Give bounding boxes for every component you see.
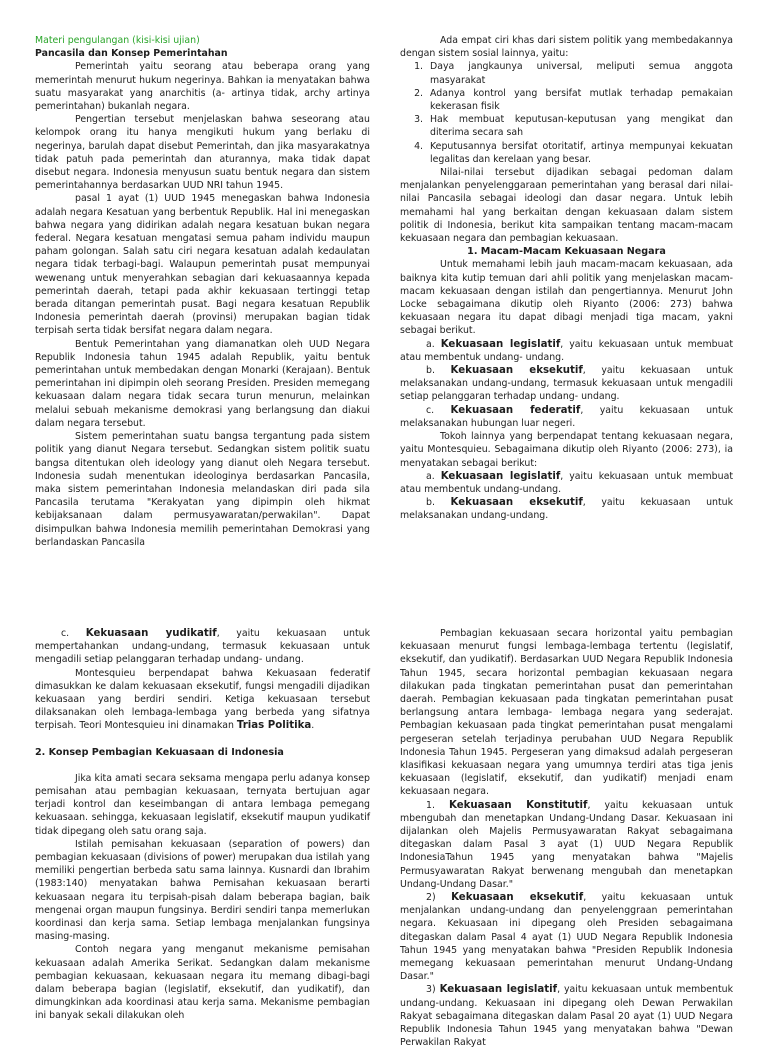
list-item: c. Kekuasaan federatif, yaitu kekuasaan untuk melaksanakan hubungan luar negeri. — [400, 404, 733, 429]
paragraph: Nilai-nilai tersebut dijadikan sebagai pedoman dalam menjalankan penyelenggaraan pemerintahan yang berasal dari nilai-nilai Pancasila sebagai ideologi dan dasar negara. Untuk lebih memahami hal yang berkaitan dengan kekuasaan dalam sistem politik di Indonesia, berikut kita sampaikan tentang macam-macam kekuasaan negara dan pembagian kekuasaan. — [400, 167, 733, 245]
list-item: 3) Kekuasaan legislatif, yaitu kekuasaan untuk membentuk undang-undang. Kekuasaan ini dipegang oleh Dewan Perwakilan Rakyat sebagaimana ditegaskan dalam Pasal 20 ayat (1) UUD Negara Republik Indonesia Tahun 1945 yang menyatakan bahwa "Dewan Perwakilan Rakyat — [400, 984, 733, 1049]
paragraph: Pemerintah yaitu seorang atau beberapa orang yang memerintah menurut hukum negerinya. Bahkan ia menyatakan bahwa suatu masyarakat yang anarchitis (a- artinya tidak, archy artinya pemerintahan) bukanlah negara. — [35, 61, 370, 113]
list-item: b. Kekuasaan eksekutif, yaitu kekuasaan untuk melaksanakan undang-undang. — [400, 497, 733, 522]
list-item: b. Kekuasaan eksekutif, yaitu kekuasaan untuk melaksanakan undang-undang, termasuk kekuasaan untuk mengadili setiap pelanggaran terhadap undang- undang. — [400, 365, 733, 403]
paragraph: Montesquieu berpendapat bahwa Kekuasaan federatif dimasukkan ke dalam kekuasaan eksekutif, fungsi mengadili dijadikan kekuasaan yang berdiri sendiri. Ketiga kekuasaan tersebut dilaksanakan oleh lembaga-lembaga yang berbeda yang sifatnya terpisah. Teori Montesquieu ini dinamakan Trias Politika. — [35, 667, 370, 732]
section-heading: 2. Konsep Pembagian Kekuasaan di Indonesia — [35, 746, 284, 758]
list-item: 2. Adanya kontrol yang bersifat mutlak terhadap pemakaian kekerasan fisik — [426, 87, 733, 113]
document-title: Pancasila dan Konsep Pemerintahan — [35, 48, 228, 60]
paragraph: Ada empat ciri khas dari sistem politik yang membedakannya dengan sistem sosial lainnya, yaitu: — [400, 35, 733, 60]
paragraph: Pembagian kekuasaan secara horizontal yaitu pembagian kekuasaan menurut fungsi lembaga-lembaga tertentu (legislatif, eksekutif, dan yudikatif). Berdasarkan UUD Negara Republik Indonesia Tahun 1945, secara horizontal pembagian kekuasaan negara dilakukan pada tingkatan pemerintahan pusat dan pemerintahan daerah. Pembagian kekuasaan pada tingkatan pemerintahan pusat berlangsung antara lembaga- lembaga negara yang sederajat. Pembagian kekuasaan pada tingkat pemerintahan pusat mengalami pergeseran setelah terjadinya perubahan UUD Negara Republik Indonesia Tahun 1945. Pergeseran yang dimaksud adalah pergeseran klasifikasi kekuasaan negara yang umumnya terdiri atas tiga jenis kekuasaan (legislatif, eksekutif, dan yudikatif) menjadi enam kekuasaan negara. — [400, 628, 733, 798]
paragraph: Tokoh lainnya yang berpendapat tentang kekuasaan negara, yaitu Montesquieu. Sebagaimana dikutip oleh Riyanto (2006: 273), ia menyatakan sebagai berikut: — [400, 431, 733, 469]
list-item: a. Kekuasaan legislatif, yaitu kekuasaan untuk membuat atau membentuk undang-undang. — [400, 470, 733, 495]
page-gap — [0, 560, 768, 616]
ciri-list — [400, 60, 733, 166]
paragraph: Istilah pemisahan kekuasaan (separation of powers) dan pembagian kekuasaan (divisions of power) merupakan dua istilah yang memiliki pengertian berbeda satu sama lainnya. Kusnardi dan Ibrahim (1983:140) menyatakan bahwa Pemisahan kekuasaan berarti kekuasaan negara itu terpisah-pisah dalam beberapa bagian, baik mengenai organ maupun fungsinya. Berdiri sendiri tanpa memerlukan koordinasi dan kerja sama. Setiap lembaga menjalankan fungsinya masing-masing. — [35, 838, 370, 943]
list-item: 1. Daya jangkaunya universal, meliputi semua anggota masyarakat — [426, 60, 733, 86]
list-item: 3. Hak membuat keputusan-keputusan yang mengikat dan diterima secara sah — [426, 113, 733, 139]
paragraph: Pengertian tersebut menjelaskan bahwa seseorang atau kelompok orang itu hanya mengikuti hukum yang berlaku di negerinya, barulah dapat disebut Pemerintah, dan jika masyarakatnya tidak patuh pada pemerintah dan aturannya, maka tidak dapat disebut negara. Indonesia menyusun suatu bentuk negara dan sistem pemerintahannya berdasarkan UUD NRI tahun 1945. — [35, 114, 370, 192]
paragraph: Sistem pemerintahan suatu bangsa tergantung pada sistem politik yang dianut Negara tersebut. Sedangkan sistem politik suatu bangsa ditentukan oleh ideology yang dianut oleh Negara tersebut. Indonesia sudah menentukan ideologinya berdasarkan Pancasila, maka sistem pemerintahan Indonesia melandaskan diri pada sila Pancasila terutama "Kerakyatan yang dipimpin oleh hikmat kebijaksanaan dalam permusyawaratan/perwakilan". Dapat disimpulkan bahwa Indonesia memilih pemerintahan Demokrasi yang berlandaskan Pancasila — [35, 431, 370, 548]
section-heading: 1. Macam-Macam Kekuasaan Negara — [467, 246, 666, 258]
list-item: a. Kekuasaan legislatif, yaitu kekuasaan untuk membuat atau membentuk undang- undang. — [400, 338, 733, 363]
paragraph: Untuk memahami lebih jauh macam-macam kekuasaan, ada baiknya kita kutip temuan dari ahli politik yang menjelaskan macam-macam kekuasaan dengan istilah dan pengertiannya. Menurut John Locke sebagaimana dikutip oleh Riyanto (2006: 273) bahwa kekuasaan negara itu dapat dibagi menjadi tiga macam, yakni sebagai berikut. — [400, 259, 733, 337]
list-item: 1. Kekuasaan Konstitutif, yaitu kekuasaan untuk mbengubah dan menetapkan Undang-Undang Dasar. Kekuasaan ini dijalankan oleh Majelis Permusyawaratan Rakyat sebagaimana ditegaskan dalam Pasal 3 ayat (1) UUD Negara Republik IndonesiaTahun 1945 yang menyatakan bahwa "Majelis Permusyawaratan Rakyat berwenang mengubah dan menetapkan Undang-Undang Dasar." — [400, 799, 733, 890]
list-item: 4. Keputusannya bersifat otoritatif, artinya mempunyai kekuatan legalitas dan kerelaan yang besar. — [426, 140, 733, 166]
paragraph: Jika kita amati secara seksama mengapa perlu adanya konsep pemisahan atau pembagian kekuasaan, ternyata bertujuan agar terjadi kontrol dan keseimbangan di antara lembaga pemegang kekuasaan. sehingga, kekuasaan legislatif, eksekutif maupun yudikatif tidak dipegang oleh satu orang saja. — [35, 772, 370, 837]
list-item: c. Kekuasaan yudikatif, yaitu kekuasaan untuk mempertahankan undang-undang, termasuk kekuasaan untuk mengadili setiap pelanggaran terhadap undang- undang. — [35, 628, 371, 666]
paragraph: Bentuk Pemerintahan yang diamanatkan oleh UUD Negara Republik Indonesia tahun 1945 adalah Republik, yaitu bentuk pemerintahan untuk membedakan dengan Monarki (Kerajaan). Bentuk pemerintahan ini dipimpin oleh seorang Presiden. Presiden memegang kekuasaan dalam negara tidak secara turun menurun, melainkan melalui sebuah mekanisme demokrasi yang berlangsung dan diakui dalam negara tersebut. — [35, 338, 370, 429]
paragraph: pasal 1 ayat (1) UUD 1945 menegaskan bahwa Indonesia adalah negara Kesatuan yang berbentuk Republik. Hal ini menegaskan bahwa negara yang didirikan adalah negara kesatuan bukan negara federal. Negara kesatuan mengatasi semua paham individu maupun paham golongan. Salah satu ciri negara kesatuan adalah kedaulatan negara tidak terbagi-bagi. Walaupun pemerintah pusat mempunyai wewenang untuk menyerahkan sebagian dari kekuasaannya kepada pemerintah daerah, tetapi pada akhir kekuasaan tertinggi tetap berada ditangan pemerintah pusat. Bagi negara kesatuan Republik Indonesia pemerintah daerah (provinsi) merupakan bagian tidak terpisah serta tidak bersifat negara dalam negara. — [35, 193, 370, 337]
page2-right-column — [400, 627, 733, 1050]
page1-right-column — [400, 34, 733, 523]
page2-left-column — [35, 627, 370, 1023]
paragraph: Contoh negara yang menganut mekanisme pemisahan kekuasaan adalah Amerika Serikat. Sedangkan dalam mekanisme pembagian kekuasaan, kekuasaan negara itu memang dibagi-bagi dalam beberapa bagian (legislatif, eksekutif, dan yudikatif), dan dimungkinkan ada koordinasi atau kerja sama. Mekanisme pembagian ini banyak sekali dilakukan oleh — [35, 944, 370, 1022]
page1-left-column — [35, 34, 370, 549]
list-item: 2) Kekuasaan eksekutif, yaitu kekuasaan untuk menjalankan undang-undang dan penyelenggraan pemerintahan negara. Kekuasaan ini dipegang oleh Presiden sebagaimana ditegaskan dalam Pasal 4 ayat (1) UUD Negara Republik Indonesia Tahun 1945 yang menyatakan bahwa "Presiden Republik Indonesia memegang kekuasaan pemerintahan menurut Undang-Undang Dasar." — [400, 892, 734, 983]
kicker-text: Materi pengulangan (kisi-kisi ujian) — [35, 35, 200, 46]
